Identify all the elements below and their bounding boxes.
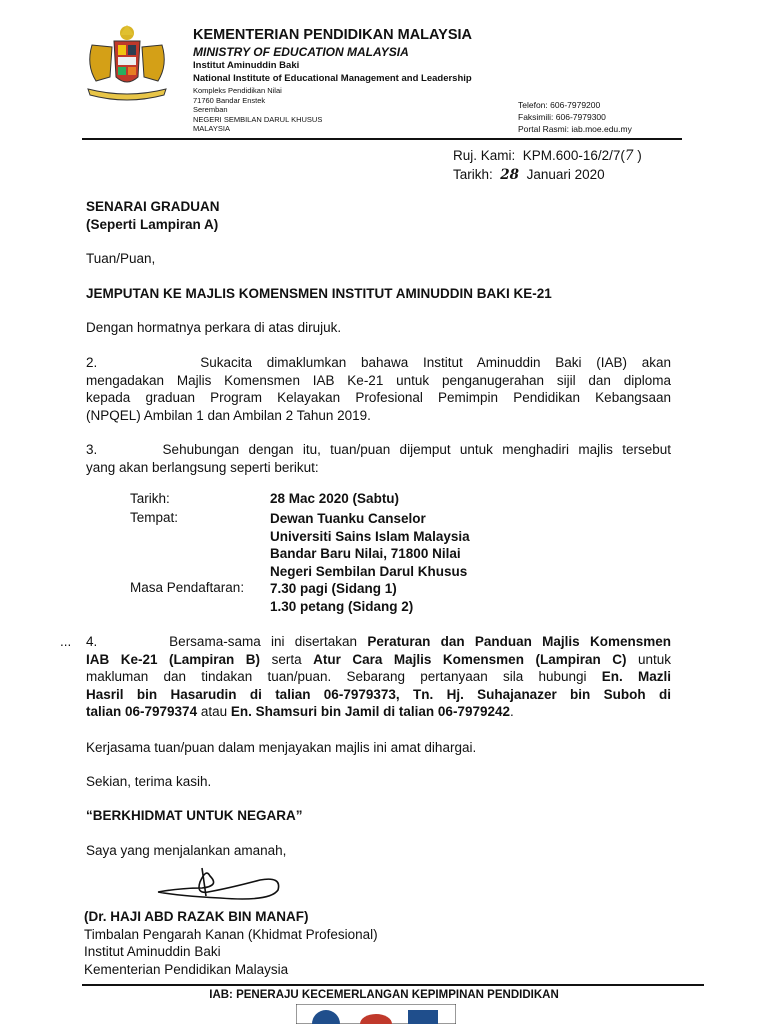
reference-block: Ruj. Kami: KPM.600-16/2/7(7 ) Tarikh: 28 Januari 2020 [453, 148, 642, 183]
paragraph-3: 3. Sehubungan dengan itu, tuan/puan dijemput untuk menghadiri majlis tersebut yang akan berlangsung seperti berikut: [86, 442, 671, 475]
contact-info [518, 99, 632, 135]
certification-badges-icon [296, 1004, 456, 1024]
malaysia-coat-of-arms-icon [80, 25, 174, 103]
registration-time-label: Masa Pendaftaran: [130, 580, 245, 595]
institute-name-en: National Institute of Educational Management and Leadership [193, 73, 472, 84]
event-venue: Dewan Tuanku Canselor Universiti Sains Islam Malaysia Bandar Baru Nilai, 71800 Nilai Negeri Sembilan Darul Khusus [270, 511, 470, 579]
subject-title: JEMPUTAN KE MAJLIS KOMENSMEN INSTITUT AMINUDDIN BAKI KE-21 [86, 286, 552, 301]
paragraph-2: 2. Sukacita dimaklumkan bahawa Institut Aminuddin Baki (IAB) akan mengadakan Majlis Komensmen IAB Ke-21 untuk penganugerahan sijil dan diploma kepada graduan Program Kelayakan Profesional Pemimpin Pendidikan Kebangsaan (NPQEL) Ambilan 1 dan Ambilan 2 Tahun 2019. [86, 355, 671, 423]
signatory-block: (Dr. HAJI ABD RAZAK BIN MANAF) Timbalan Pengarah Kanan (Khidmat Profesional) Institut Aminuddin Baki Kementerian Pendidikan Malaysia [84, 909, 378, 977]
portal-url: Portal Rasmi: iab.moe.edu.my [518, 124, 632, 134]
signatory-position: Timbalan Pengarah Kanan (Khidmat Profesional) [84, 926, 378, 942]
institute-name-ms: Institut Aminuddin Baki [193, 60, 300, 71]
footer-divider [82, 984, 704, 986]
signature-icon [150, 858, 290, 906]
telefon: Telefon: 606-7979200 [518, 100, 601, 110]
margin-marker: ... [60, 634, 72, 649]
ministry-name-ms: KEMENTERIAN PENDIDIKAN MALAYSIA [193, 27, 473, 43]
paragraph-4: 4. Bersama-sama ini disertakan Peraturan dan Panduan Majlis Komensmen IAB Ke-21 (Lampiran B) serta Atur Cara Majlis Komensmen (Lampiran C) untuk makluman dan tindakan tuan/puan. Sebarang pertanyaan sila hubungi En. Mazli Hasril bin Hasarudin di talian 06-7979373, Tn. Hj. Suhajanazer bin Suboh di talian 06-7979374 atau En. Shamsuri bin Jamil di talian 06-7979242. [86, 634, 672, 719]
header-divider [82, 138, 682, 140]
opening-line: Dengan hormatnya perkara di atas dirujuk. [86, 320, 342, 335]
motto: “BERKHIDMAT UNTUK NEGARA” [86, 808, 303, 823]
appreciation: Kerjasama tuan/puan dalam menjayakan majlis ini amat dihargai. [86, 740, 477, 755]
event-date-label: Tarikh: [130, 491, 170, 506]
event-date: 28 Mac 2020 (Sabtu) [270, 491, 400, 506]
event-venue-label: Tempat: [130, 510, 179, 525]
signatory-name: (Dr. HAJI ABD RAZAK BIN MANAF) [84, 909, 309, 924]
institute-address: Kompleks Pendidikan Nilai 71760 Bandar Enstek Seremban NEGERI SEMBILAN DARUL KHUSUS MALAYSIA [193, 86, 323, 134]
recipient: SENARAI GRADUAN (Seperti Lampiran A) [86, 199, 220, 232]
closing: Sekian, terima kasih. [86, 774, 212, 789]
reference-number: KPM.600-16/2/7( [522, 148, 625, 163]
ministry-name-en: MINISTRY OF EDUCATION MALAYSIA [193, 45, 409, 59]
handwritten-day: 28 [500, 166, 520, 183]
sign-off: Saya yang menjalankan amanah, [86, 843, 287, 858]
salutation: Tuan/Puan, [86, 251, 156, 266]
registration-time: 7.30 pagi (Sidang 1) 1.30 petang (Sidang 2) [270, 581, 414, 614]
faksimili: Faksimili: 606-7979300 [518, 112, 606, 122]
footer-tagline: IAB: PENERAJU KECEMERLANGAN KEPIMPINAN PENDIDIKAN [209, 989, 559, 1001]
